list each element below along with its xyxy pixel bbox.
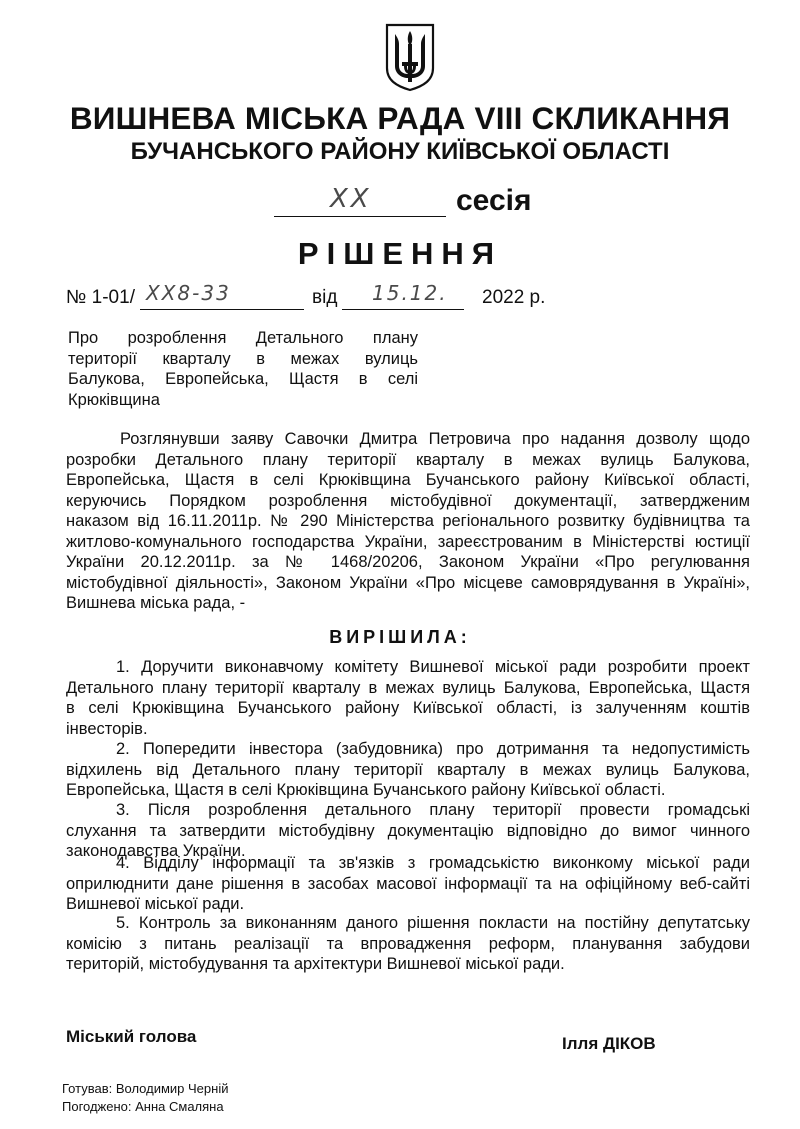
- item-line: 1. Доручити виконавчому комітету Вишневої міської ради розробити проект: [116, 658, 750, 676]
- decision-number-row: [66, 281, 626, 315]
- item-line: законодавства України.: [66, 842, 246, 860]
- signature-name: Ілля ДІКОВ: [562, 1034, 656, 1053]
- decision-year: 2022 р.: [482, 287, 546, 308]
- item-line: інвесторів.: [66, 719, 148, 738]
- item-line: слухання та затвердити містобудівну документацію відповідно до вимог чинного: [66, 821, 750, 840]
- item-line: Детального плану території кварталу в межах вулиць Балукова, Европейська, Щастя: [66, 678, 750, 697]
- prepared-by: Готував: Володимир Черній: [62, 1081, 229, 1096]
- approved-by: Погоджено: Анна Смаляна: [62, 1099, 224, 1114]
- resolved-heading: ВИРІШИЛА:: [329, 627, 471, 647]
- item-line: відхилень від Детального плану території кварталу в межах вулиць Балукова,: [66, 760, 750, 779]
- preamble-line: житлово-комунального господарства України, зареєстрованим в Міністерстві юстиції: [66, 532, 750, 551]
- resolution-item-1: [66, 657, 750, 739]
- item-line: 2. Попередити інвестора (забудовника) про дотримання та недопустимість: [116, 740, 750, 758]
- decision-number-prefix: № 1-01/: [66, 287, 135, 308]
- session-label: сесія: [456, 184, 532, 217]
- subject-line: території кварталу в межах вулиць: [68, 349, 418, 368]
- item-line: 3. Після розроблення детального плану території провести громадські: [116, 801, 750, 819]
- item-line: 5. Контроль за виконанням даного рішення покласти на постійну депутатську: [116, 914, 750, 932]
- decision-number-handwritten: XX8-33: [146, 281, 231, 305]
- session-number-handwritten: XX: [330, 184, 372, 214]
- preamble-line: наказом від 16.11.2011р. № 290 Міністерства регіонального розвитку будівництва та: [66, 512, 750, 530]
- council-subtitle: БУЧАНСЬКОГО РАЙОНУ КИЇВСЬКОЇ ОБЛАСТІ: [130, 138, 670, 165]
- decision-date-handwritten: 15.12.: [372, 281, 448, 305]
- subject-line: Балукова, Европейська, Щастя в селі: [68, 370, 418, 388]
- preamble: [66, 429, 750, 614]
- preamble-line: містобудівної діяльності», Законом України «Про місцеве самоврядування в Україні»,: [66, 573, 750, 592]
- resolution-item-5: [66, 913, 750, 975]
- decision-title: РІШЕННЯ: [297, 236, 503, 271]
- item-line: територій, містобудування та архітектури Вишневої міської ради.: [66, 955, 565, 973]
- signature-title: Міський голова: [66, 1027, 197, 1046]
- item-line: комісію з питань реалізації та впровадження реформ, планування забудови: [66, 934, 750, 953]
- decision-subject: [68, 328, 418, 410]
- decision-date-label: від: [312, 287, 338, 308]
- item-line: 4. Відділу інформації та зв'язків з громадськістю виконкому міської ради: [116, 854, 750, 872]
- item-line: в селі Крюківщина Бучанського району Київської області, із залученням коштів: [66, 699, 750, 717]
- item-line: оприлюднити дане рішення в засобах масової інформації та на офіційному веб-сайті: [66, 874, 750, 893]
- item-line: Европейська, Щастя в селі Крюківщина Бучанського району Київської області.: [66, 781, 666, 799]
- trident-coat-of-arms-icon: [384, 22, 436, 92]
- resolution-item-2: [66, 739, 750, 801]
- preamble-line: розробки Детального плану території кварталу в межах вулиць Балукова,: [66, 450, 750, 469]
- council-title: ВИШНЕВА МІСЬКА РАДА VIII СКЛИКАННЯ: [69, 100, 731, 136]
- subject-line: Про розроблення Детального плану: [68, 329, 418, 347]
- preamble-line: Европейська, Щастя в селі Крюківщина Бучанського району Київської області,: [66, 471, 750, 489]
- preamble-line: керуючись Порядком розроблення містобудівної документації, затвердженим: [66, 491, 750, 510]
- resolution-item-4: [66, 853, 750, 915]
- preamble-line: Розглянувши заяву Савочки Дмитра Петровича про надання дозволу щодо: [120, 430, 750, 448]
- preamble-line: Вишнева міська рада, -: [66, 594, 246, 612]
- item-line: Вишневої міської ради.: [66, 895, 245, 913]
- subject-line: Крюківщина: [68, 390, 160, 409]
- preamble-line: України 20.12.2011р. за № 1468/20206, Законом України «Про регулювання: [66, 553, 750, 571]
